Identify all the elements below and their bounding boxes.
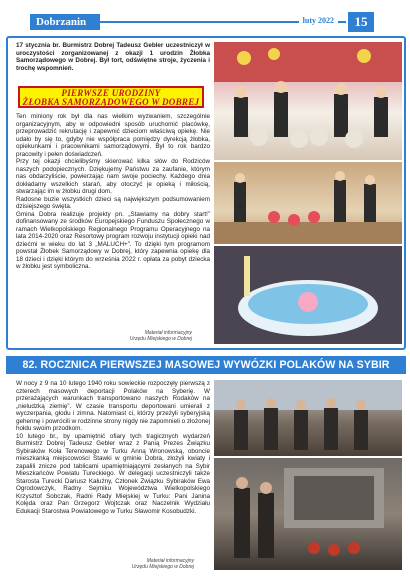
article1-paragraph: Gmina Dobra realizuje projekty pn. „Stawiamy na dobry start!” dofinansowany ze środków Europejskiego Funduszu Społecznego w ramach Wielkopolskiego Regionalnego Programu Operacyjnego na lata 2014-2020 oraz Resortowy program rozwoju instytucji opieki nad dziećmi w wieku do lat 3 „MALUCH+”. To dzięki tym programom powstał Żłobek Samorządowy w Dobrej, który zapewnia opiekę dla 18 dzieci i dzięki którym do września 2022 r. opłata za pobyt dziecka w żłobku jest symboliczna. [16,210,210,270]
article2-paragraph: W nocy z 9 na 10 lutego 1940 roku sowieckie rozpoczęły pierwszą z czterech masowych deportacji Polaków na Syberię. W przerażających warunkach transportowano naszych Rodaków na „nieludzką ziemię”. W czasie transportu deportowani umierali z wyczerpania, głodu i zimna. Natomiast ci, którzy przeżyli syberyjską gehennę i powrócili w rodzinne strony nigdy nie zapomnieli o złożonej hołdu swoim przodkom. [16,380,210,432]
caption-line-2: Urzędu Miejskiego w Dobrej [129,336,192,342]
photo-birthday-cake [214,246,402,344]
caption-line-1: Materiał informacyjny [146,558,194,564]
article2-title: 82. ROCZNICA PIERWSZEJ MASOWEJ WYWÓZKI POLAKÓW NA SYBIR [6,356,406,374]
article1-paragraph: Ten miniony rok był dla nas wielkim wyzwaniem, szczególnie organizacyjnym, aby w odpowiedni sposób uruchomić placówkę, przeprowadzić rekrutację i zapewnić dzieciom właściwą opiekę. Nie udało by się to, gdyby nie współpraca pomiędzy dyrekcją żłobka, opiekunkami i pracownikami samorządowymi. Był to rok bardzo pracowity i pełen doświadczeń. [16,113,210,158]
page-number: 15 [348,12,374,32]
photo-birthday-group [214,42,402,160]
article2-body [16,380,210,515]
article2-paragraph: 10 lutego br., by upamiętnić ofiary tych tragicznych wydarzeń Burmistrz Dobrej Tadeusz Gebler wraz z Panią Prezes Związku Sybiraków Koła Terenowego w Turku Anną Wronowską, oboncie mieszkanką miejscowości Stawki w gminie Dobra, złożyli kwiaty i zapalili znicze pod tablicami upamiętniającymi zesłanych na Sybir Mieszkańców Powiatu Tureckiego. W delegacji uczestniczyli także Starosta Turecki Dariusz Kałużny, Członek Związku Sybiraków Ewa Ogrodowczyk, Radny Sejmiku Województwa Wielkopolskiego Krzysztof Sobczak, Radni Rady Miejskiej w Turku: Pani Janina Kolęda oraz Pan Grzegorz Wojtczak oraz Naczelnik Wydziału Edukacji Starostwa Powiatowego w Turku Sławomir Kosobudzki. [16,432,210,515]
article2-caption [74,558,194,570]
photo-memorial-plaques [214,458,402,570]
banner-line-1: PIERWSZE URODZINY [61,88,161,98]
article1-lead: 17 stycznia br. Burmistrz Dobrej Tadeusz Gebler uczestniczył w uroczystości zorganizowanej z okazji 1 urodzin Żłobka Samorządowego w Dobrej. Był tort, odświętne stroje, życzenia i trochę wspomnień. [16,42,210,72]
article1-paragraph: Przy tej okazji chcielibyśmy skierować kilka słów do Rodziców naszych podopiecznych. Dziękujemy Państwu za zaufanie, którym nas obdarzyliście, powierzając nam swoje pociechy. Każdego dnia dokładamy wszelkich starań, aby otoczyć je opieką i miłością, stwarzając im w żłobku drugi dom. [16,158,210,195]
article1-caption [72,330,192,342]
article1-banner [18,86,204,108]
caption-line-1: Materiał informacyjny [144,330,192,336]
caption-line-2: Urzędu Miejskiego w Dobrej [131,564,194,570]
section-name: Dobrzanin [30,14,100,30]
photo-delegation-outdoor [214,380,402,456]
page-header [0,0,410,30]
article1-paragraph: Radosne buzie wszystkich dzieci są największym podsumowaniem dzisiejszego święta. [16,195,210,210]
banner-line-2: ŻŁOBKA SAMORZĄDOWEGO W DOBREJ [22,97,200,107]
article1-body [16,113,210,271]
issue-date: luty 2022 [299,16,338,25]
photo-children-hall [214,162,402,244]
